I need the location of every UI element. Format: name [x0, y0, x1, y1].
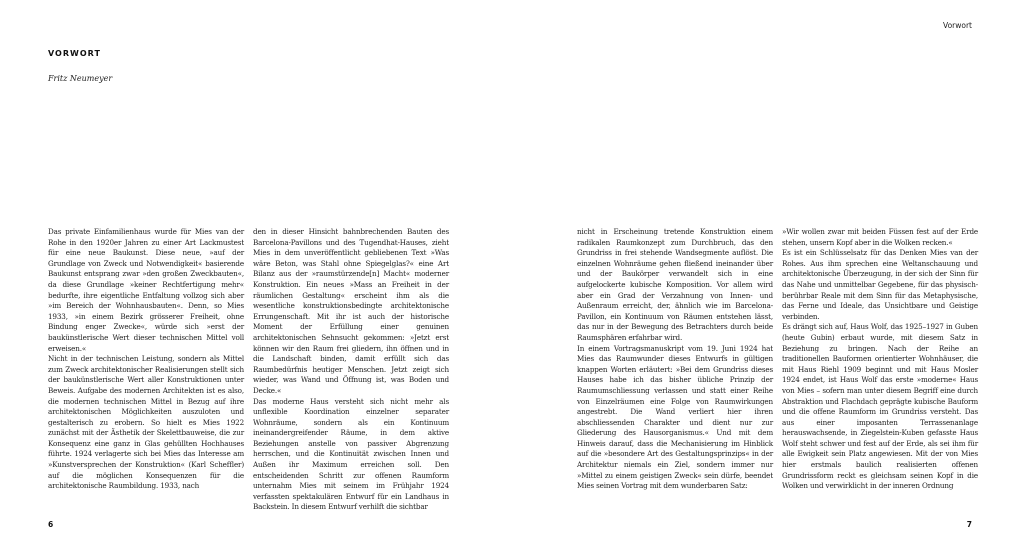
left-page-column-1: [48, 227, 244, 492]
page-number: 6: [48, 520, 54, 529]
paragraph: Es ist ein Schlüsselsatz für das Denken Mies van der Rohes. Aus ihm sprechen eine Weltanschauung und architektonische Überzeugung, in der sich der Sinn für das Nahe und unmittelbar Gegebene, für das physisch-berührbar Reale mit dem Sinn für das Metaphysische, das Ferne und Ideale, das Unsichtbare und Geistige verbinden.: [782, 248, 978, 321]
paragraph: Nicht in der technischen Leistung, sondern als Mittel zum Zweck architektonischer Realisierungen stellt sich der baukünstlerische Wert aller Konstruktionen unter Beweis. Aufgabe des modernen Architekten ist es also, die modernen technischen Mittel in Bezug auf ihre architektonischen Möglichkeiten auszuloten und gestalterisch zu erobern. So hielt es Mies 1922 zunächst mit der Ästhetik der Skelettbauweise, die zur Konsequenz eine ganz in Glas gehüllten Hochhauses führte. 1924 verlagerte sich bei Mies das Interesse am »Kunstversprechen der Konstruktion« (Karl Scheffler) auf die möglichen Konsequenzen für die architektonische Raumbildung. 1933, nach: [48, 354, 244, 491]
right-page-column-2: [782, 227, 978, 492]
right-page-column-1: [577, 227, 773, 492]
paragraph: »Wir wollen zwar mit beiden Füssen fest auf der Erde stehen, unsern Kopf aber in die Wolken recken.«: [782, 227, 978, 247]
running-head: Vorwort: [943, 21, 972, 30]
page-number: 7: [966, 520, 972, 529]
paragraph: Das private Einfamilienhaus wurde für Mies van der Rohe in den 1920er Jahren zu einer Art Lackmustest für eine neue Baukunst. Diese neue, »auf der Grundlage von Zweck und Notwendigkeit« basierende Baukunst entsprang zwar »den großen Zweckbauten«, da diese Grundlage »keiner Rechtfertigung mehr« bedurfte, ihre eigentliche Entfaltung vollzog sich aber »im Bereich der Wohnhausbauten«. Denn, so Mies 1933, »in einem Bezirk grösserer Freiheit, ohne Bindung enger Zwecke«, würde sich »erst der baukünstlerische Wert dieser technischen Mittel voll erweisen.«: [48, 227, 244, 353]
paragraph: Es drängt sich auf, Haus Wolf, das 1925–1927 in Guben (heute Gubin) erbaut wurde, mit diesem Satz in Beziehung zu bringen. Nach der Reihe an traditionellen Bauformen orientierter Wohnhäuser, die mit Haus Riehl 1909 beginnt und mit Haus Mosler 1924 endet, ist Haus Wolf das erste »moderne« Haus von Mies – sofern man unter diesem Begriff eine durch Abstraktion und Flachdach geprägte kubische Bauform und die offene Raumform im Grundriss versteht. Das aus einer imposanten Terrassenanlage herauswachsende, in Ziegelstein-Kuben gefasste Haus Wolf steht schwer und fest auf der Erde, als sei ihm für alle Ewigkeit sein Platz angewiesen. Mit der von Mies hier erstmals baulich realisierten offenen Grundrissform reckt es gleichsam seinen Kopf in die Wolken und verwirklicht in der inneren Ordnung: [782, 322, 978, 491]
paragraph: In einem Vortragsmanuskript vom 19. Juni 1924 hat Mies das Raumwunder dieses Entwurfs in gültigen knappen Worten erläutert: »Bei dem Grundriss dieses Hauses habe ich das bisher übliche Prinzip der Raumumschliessung verlassen und statt einer Reihe von Einzelräumen eine Folge von Raumwirkungen angestrebt. Die Wand verliert hier ihren abschliessenden Charakter und dient nur zur Gliederung des Hausorganismus.« Und mit dem Hinweis darauf, dass die Mechanisierung im Hinblick auf die »besondere Art des Gestaltungsprinzips« in der Architektur niemals ein Ziel, sondern immer nur »Mittel zu einem geistigen Zweck« sein dürfe, beendet Mies seinen Vortrag mit dem wunderbaren Satz:: [577, 343, 773, 491]
paragraph: nicht in Erscheinung tretende Konstruktion einem radikalen Raumkonzept zum Durchbruch, das den Grundriss in frei stehende Wandsegmente auflöst. Die einzelnen Wohnräume gehen fließend ineinander über und der Baukörper verwandelt sich in eine aufgelockerte kubische Komposition. Vor allem wird aber ein Grad der Verzahnung von Innen- und Außenraum erreicht, der, ähnlich wie im Barcelona-Pavillon, ein Kontinuum von Räumen entstehen lässt, das nur in der Bewegung des Betrachters durch beide Raumsphären erfahrbar wird.: [577, 227, 773, 342]
chapter-heading: VORWORT: [48, 49, 101, 58]
right-page: [510, 0, 1020, 559]
paragraph: Das moderne Haus versteht sich nicht mehr als unflexible Koordination einzelner separater Wohnräume, sondern als ein Kontinuum ineinandergreifender Räume, in dem aktive Beziehungen anstelle von passiver Abgrenzung herrschen, und die Kontinuität zwischen Innen und Außen ihr Maximum erreichen soll. Den entscheidenden Schritt zur offenen Raumform unternahm Mies mit seinem im Frühjahr 1924 verfassten spektakulären Entwurf für ein Landhaus in Backstein. In diesem Entwurf verhilft die sichtbar: [253, 396, 449, 512]
left-page-column-2: [253, 227, 449, 513]
author-name: Fritz Neumeyer: [48, 74, 113, 83]
paragraph: den in dieser Hinsicht bahnbrechenden Bauten des Barcelona-Pavillons und des Tugendhat-Hauses, zieht Mies in dem unveröffentlicht gebliebenen Text »Was wäre Beton, was Stahl ohne Spiegelglas?« eine Art Bilanz aus der »raumstürzende[n] Macht« moderner Konstruktion. Ein neues »Mass an Freiheit in der räumlichen Gestaltung« erscheint ihm als die wesentliche konstruktionsbedingte architektonische Errungenschaft. Mit ihr ist auch der historische Moment der Erfüllung einer genuinen architektonischen Sehnsucht gekommen: »Jetzt erst können wir den Raum frei gliedern, ihn öffnen und in die Landschaft binden, damit erfüllt sich das Raumbedürfnis heutiger Menschen. Jetzt zeigt sich wieder, was Wand und Öffnung ist, was Boden und Decke.«: [253, 227, 449, 395]
